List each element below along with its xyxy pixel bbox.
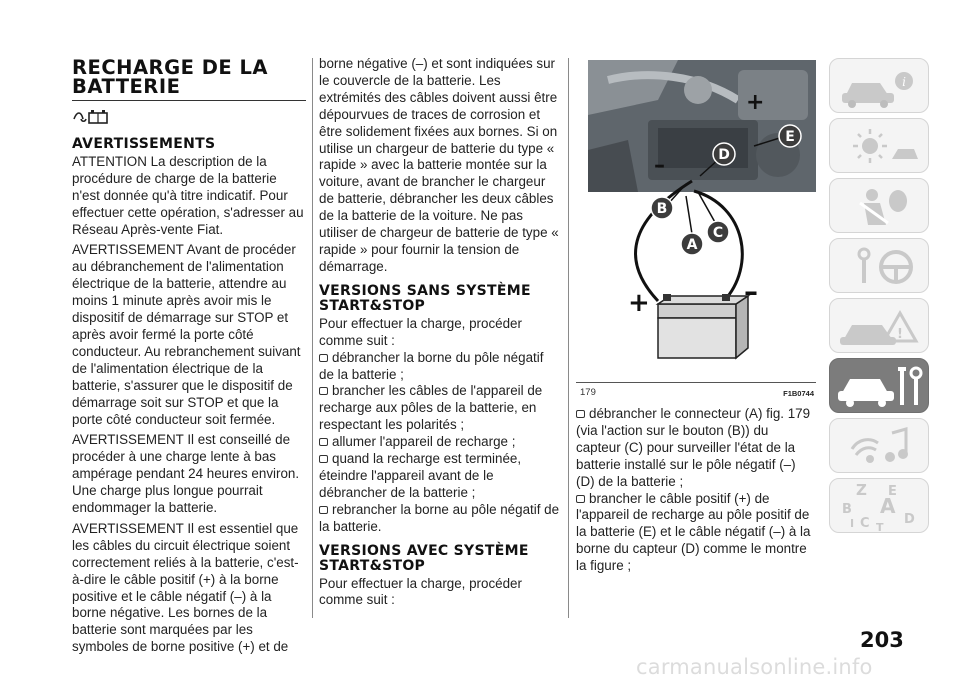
svg-text:!: ! xyxy=(897,327,903,342)
badge-a: A xyxy=(686,237,698,253)
index-letter: B xyxy=(842,502,852,517)
paragraph: AVERTISSEMENT Avant de procéder au débranchement de l'alimentation électrique de la batterie, attendre au moins 1 minute après avoir mis le dispositif de démarrage sur STOP et après avoir fermé la porte côté conducteur. Au rebranchement suivant de l'alimentation électrique de la batterie, s'assurer que le dispositif de démarrage soit sur STOP et que la porte côté conducteur soit fermée. xyxy=(72,242,301,427)
tab-multimedia[interactable] xyxy=(829,418,929,473)
column-divider xyxy=(312,58,313,618)
tab-key-steering[interactable] xyxy=(829,238,929,293)
list-item: allumer l'appareil de recharge ; xyxy=(319,434,561,451)
plus-sign: + xyxy=(628,288,650,318)
heading-without-start-stop: VERSIONS SANS SYSTÈME START&STOP xyxy=(319,282,531,314)
bullet-icon xyxy=(319,506,328,514)
index-letter: E xyxy=(888,484,897,499)
badge-e: E xyxy=(785,129,795,145)
tab-car-maintenance[interactable] xyxy=(829,358,929,413)
tab-emergency[interactable] xyxy=(829,298,929,353)
tab-car-info[interactable] xyxy=(829,58,929,113)
list-item: brancher le câble positif (+) de l'appareil de recharge au pôle positif de la batterie (E) et le câble négatif (–) à la borne du capteur (D) comme le montre la figure ; xyxy=(576,490,811,574)
column-divider xyxy=(568,58,569,618)
minus-marker: – xyxy=(654,153,665,178)
tab-dashboard-lights[interactable] xyxy=(829,118,929,173)
bullet-icon xyxy=(319,455,328,463)
list-item: rebrancher la borne au pôle négatif de la batterie. xyxy=(319,501,560,534)
paragraph: borne négative (–) et sont indiquées sur le couvercle de la batterie. Les extrémités des câbles doivent aussi être dépourvues de traces de corrosion et être solidement fixées aux bornes. Si on utilise un chargeur de batterie du type « rapide » avec la batterie montée sur la voiture, avant de brancher le chargeur de batterie, débrancher les deux câbles de la batterie de la voiture. Ne pas utiliser de chargeur de batterie de type « rapide » pour fournir la tension de démarrage. xyxy=(319,56,559,274)
bullet-icon xyxy=(576,410,585,418)
paragraph: Pour effectuer la charge, procéder comme suit : xyxy=(319,315,522,348)
heading-with-start-stop: VERSIONS AVEC SYSTÈME START&STOP xyxy=(319,542,529,574)
figure-number: 179 xyxy=(580,387,596,398)
column-2 xyxy=(319,56,561,609)
warnings-heading: AVERTISSEMENTS xyxy=(72,135,216,152)
index-letter: A xyxy=(880,494,896,518)
paragraph: AVERTISSEMENT Il est essentiel que les câbles du circuit électrique soient correctement reliés à la batterie, c'est-à-dire le câble positif (+) à la borne positive et le câble négatif (–) à la borne négative. Les bornes de la batterie sont marquées par les symboles de borne positive (+) et de xyxy=(72,520,299,655)
badge-d: D xyxy=(718,147,730,163)
index-letter: T xyxy=(876,521,884,534)
section-title: RECHARGE DE LA BATTERIE xyxy=(72,58,306,101)
car-info-icon xyxy=(830,59,930,114)
svg-text:i: i xyxy=(902,75,906,89)
bullet-icon xyxy=(319,438,328,446)
tab-index[interactable] xyxy=(829,478,929,533)
index-icon xyxy=(830,479,930,534)
paragraph: Pour effectuer la charge, procéder comme suit : xyxy=(319,575,522,608)
battery-warning-icon xyxy=(72,107,114,125)
airbag-safety-icon xyxy=(830,179,930,234)
figure-instructions xyxy=(576,406,816,575)
list-item: débrancher la borne du pôle négatif de la batterie ; xyxy=(319,349,544,382)
index-letter: C xyxy=(860,516,870,531)
bullet-icon xyxy=(319,387,328,395)
column-3 xyxy=(576,56,816,616)
index-letter: D xyxy=(904,512,915,527)
paragraph: AVERTISSEMENT Il est conseillé de procéder à une charge lente à bas ampérage pendant 24 heures environ. Une charge plus longue pourrait endommager la batterie. xyxy=(72,432,300,516)
figure-179 xyxy=(576,56,816,398)
list-item: brancher les câbles de l'appareil de recharge aux pôles de la batterie, en respectant les polarités ; xyxy=(319,383,543,433)
figure-rule xyxy=(576,382,816,383)
badge-b: B xyxy=(656,201,668,217)
column-1 xyxy=(72,56,306,656)
badge-c: C xyxy=(712,225,724,241)
minus-sign: – xyxy=(744,275,758,308)
bullet-icon xyxy=(319,354,328,362)
list-item: débrancher le connecteur (A) fig. 179 (via l'action sur le bouton (B)) du capteur (C) pour surveiller l'état de la batterie installé sur le pôle négatif (–) (D) de la batterie ; xyxy=(576,406,811,489)
key-steering-icon xyxy=(830,239,930,294)
bullet-icon xyxy=(576,495,585,503)
multimedia-icon xyxy=(830,419,930,474)
plus-marker: + xyxy=(746,90,765,115)
index-letter: I xyxy=(850,517,855,530)
dashboard-lights-icon xyxy=(830,119,930,174)
emergency-icon xyxy=(830,299,930,354)
page-number: 203 xyxy=(860,628,904,652)
paragraph: ATTENTION La description de la procédure de charge de la batterie n'est donnée qu'à titre indicatif. Pour effectuer cette opération, s'adresser au Réseau Après-vente Fiat. xyxy=(72,153,304,237)
figure-overlay xyxy=(576,56,816,376)
tab-airbag-safety[interactable] xyxy=(829,178,929,233)
chapter-tabs xyxy=(829,58,929,538)
car-maintenance-icon xyxy=(830,359,930,414)
list-item: quand la recharge est terminée, éteindre l'appareil avant de le débrancher de la batterie ; xyxy=(319,451,522,500)
watermark: carmanualsonline.info xyxy=(636,655,873,679)
figure-code: F1B0744 xyxy=(783,389,814,398)
index-letter: Z xyxy=(856,481,867,499)
